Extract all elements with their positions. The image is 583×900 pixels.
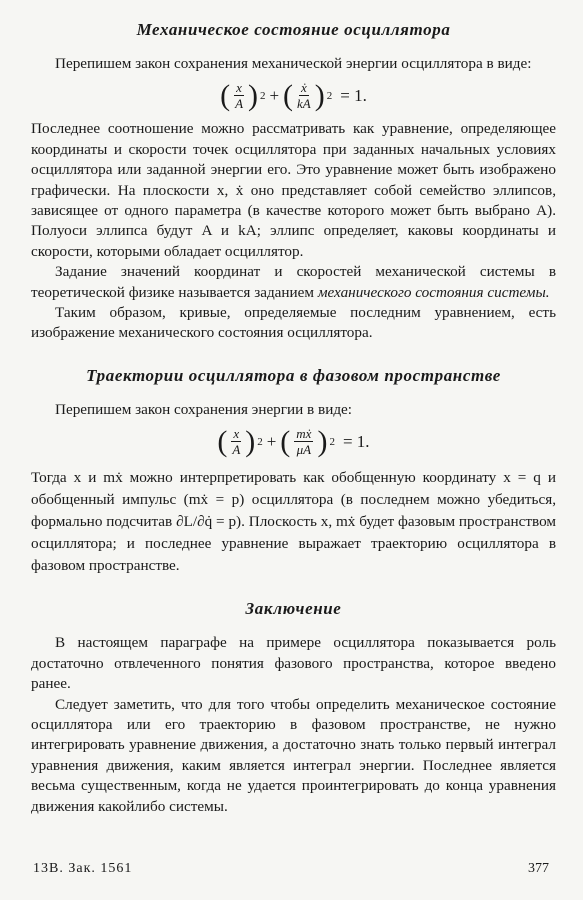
paragraph: Тогда x и mẋ можно интерпретировать как обобщенную координату x = q и обобщенный импульс (mẋ = p) осциллятора (в последнем можно убедиться, формально подсчитав ∂L/∂q̇ = p). Плоскость x, mẋ будет фазовым пространством осциллятора; и последнее уравнение выражает траекторию осциллятора в фазовом пространстве. (31, 469, 556, 575)
emphasis: механического состояния системы. (317, 283, 550, 301)
page-body (31, 20, 556, 817)
equation-phase: ( $\frac{x}{A}$ ) 2 + ( $\frac{\text{mẋ}}{\mu A}$ ) 2 = 1. (217, 424, 370, 458)
equation-energy: ( $\frac{x}{A}$ ) 2 + ( $\frac{\text{ẋ}}{kA}$ ) 2 = 1. (220, 78, 367, 112)
fraction: $\frac{x}{A}$ (235, 80, 244, 112)
fraction: $\frac{x}{A}$ (232, 426, 241, 458)
page-footer (33, 861, 549, 877)
section-title-mechanical-state: Механическое состояние осциллятора (136, 20, 451, 39)
paragraph: Последнее соотношение можно рассматривать как уравнение, определяющее координаты и скорости точек осциллятора при заданных начальных условиях осциллятора или заданной энергии его. Это уравнение может быть изображено графически. На плоскости x, ẋ оно представляет собой семейство эллипсов, зависящее от одного параметра (в качестве которого может быть выбрано A). Полуоси эллипса будут A и kA; эллипс определяет, каковы координаты и скорости, которыми обладает осциллятор. (31, 120, 556, 260)
paragraph: Перепишем закон сохранения механической энергии осциллятора в виде: (55, 55, 532, 72)
fraction: $\frac{\text{mẋ}}{\mu A}$ (296, 426, 312, 458)
printer-mark: 13В. Зак. 1561 (33, 861, 133, 876)
paragraph: Задание значений координат и скоростей механической системы в теоретической физике называется заданием механического состояния системы. (31, 263, 556, 301)
paragraph: Перепишем закон сохранения энергии в виде: (55, 400, 353, 418)
paragraph: В настоящем параграфе на примере осциллятора показывается роль достаточно отвлеченного понятия фазового пространства, которое введено ранее. (31, 634, 556, 693)
page-number: 377 (528, 861, 549, 876)
section-title-phase-trajectories: Траектории осциллятора в фазовом пространстве (86, 365, 501, 385)
paragraph: Следует заметить, что для того чтобы определить механическое состояние осциллятора или его траекторию в фазовом пространстве, не нужно интегрировать уравнение движения, а достаточно знать только первый интеграл уравнения движения, каким является интеграл энергии. Последнее является весьма существенным, когда не удается проинтегрировать до конца уравнения движения какойлибо системы. (31, 695, 556, 815)
fraction: $\frac{\text{ẋ}}{kA}$ (297, 80, 311, 112)
section-title-conclusion: Заключение (245, 599, 342, 619)
paragraph: Таким образом, кривые, определяемые последним уравнением, есть изображение механического состояния осциллятора. (31, 304, 556, 342)
